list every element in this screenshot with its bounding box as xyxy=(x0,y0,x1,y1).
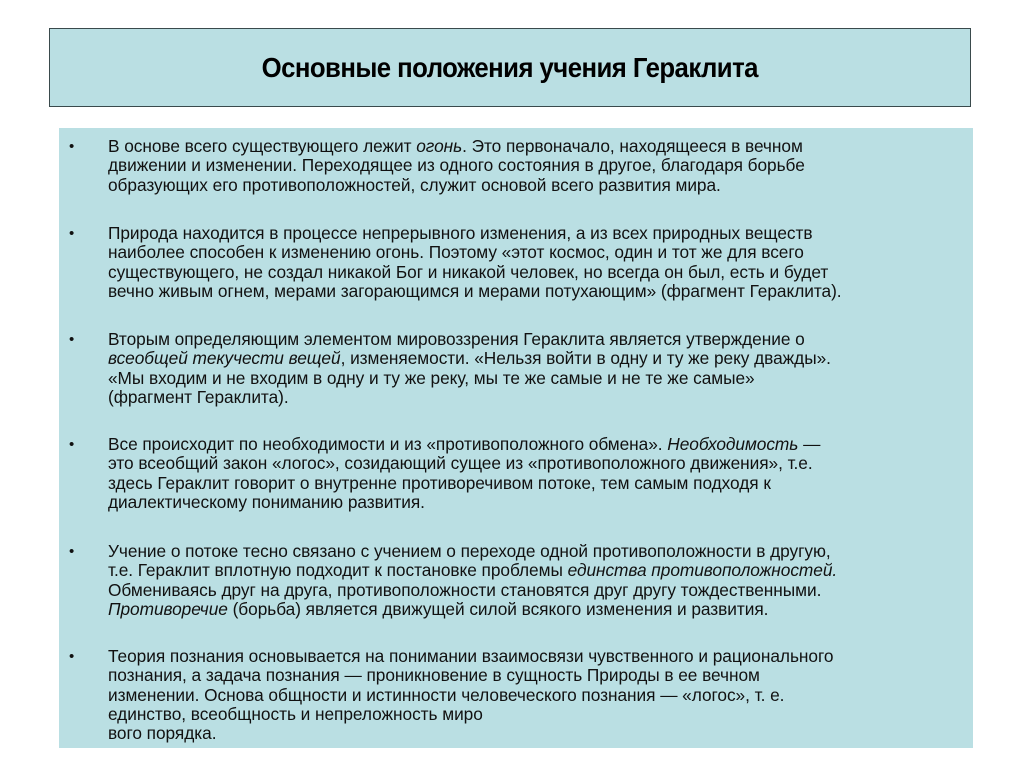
bullet-icon: • xyxy=(69,331,75,348)
text-run: познания, а задача познания — проникновение в сущность Природы в ее вечном xyxy=(108,665,760,686)
text-line xyxy=(108,705,968,724)
text-line xyxy=(108,686,968,705)
bullet-text xyxy=(108,647,968,743)
text-line xyxy=(108,542,968,561)
text-run: Теория познания основывается на понимании взаимосвязи чувственного и рационального xyxy=(108,646,834,666)
text-line xyxy=(108,330,968,349)
text-run: — xyxy=(798,434,821,454)
italic-emphasis: единства противоположностей. xyxy=(567,560,838,581)
bullet-icon: • xyxy=(69,543,75,560)
text-run: Обмениваясь друг на друга, противоположности становятся друг другу тождественными. xyxy=(108,579,822,600)
text-run: т.е. Гераклит вплотную подходит к постановке проблемы xyxy=(108,560,568,581)
text-line xyxy=(108,156,968,175)
text-run: единство, всеобщность и непреложность миро xyxy=(108,703,483,724)
bullet-text xyxy=(108,435,968,512)
text-line xyxy=(108,724,968,743)
text-line xyxy=(108,474,968,493)
bullet-text xyxy=(108,224,968,301)
text-run: Все происходит по необходимости и из «противоположного обмена». xyxy=(108,434,668,454)
text-line xyxy=(108,388,968,407)
text-line xyxy=(108,647,968,666)
text-run: , изменяемости. «Нельзя войти в одну и ту же реку дважды». xyxy=(340,348,831,369)
title-box xyxy=(49,28,971,107)
content-box xyxy=(59,128,973,748)
text-run: наиболее способен к изменению огонь. Поэтому «этот космос, один и тот же для всего xyxy=(108,242,804,263)
text-line xyxy=(108,224,968,243)
bullet-icon: • xyxy=(69,138,75,155)
text-run: Вторым определяющим элементом мировоззрения Гераклита является утверждение о xyxy=(108,329,805,349)
text-line xyxy=(108,666,968,685)
bullet-icon: • xyxy=(69,225,75,242)
text-line xyxy=(108,243,968,262)
text-line xyxy=(108,454,968,473)
text-run: (фрагмент Гераклита). xyxy=(108,386,289,407)
text-line xyxy=(108,349,968,368)
bullet-text xyxy=(108,330,968,407)
text-run: Учение о потоке тесно связано с учением о переходе одной противоположности в другую, xyxy=(108,541,831,561)
text-run: В основе всего существующего лежит xyxy=(108,136,417,156)
italic-emphasis: Противоречие xyxy=(108,598,228,619)
text-run: диалектическому пониманию развития. xyxy=(108,491,425,512)
text-line xyxy=(108,263,968,282)
slide-title: Основные положения учения Гераклита xyxy=(261,51,759,83)
bullet-text xyxy=(108,137,968,195)
bullet-icon: • xyxy=(69,436,75,453)
text-run: движении и изменении. Переходящее из одного состояния в другое, благодаря борьбе xyxy=(108,155,805,176)
italic-emphasis: всеобщей текучести вещей xyxy=(108,348,341,369)
text-line xyxy=(108,282,968,301)
italic-emphasis: Необходимость xyxy=(667,434,799,454)
text-run: «Мы входим и не входим в одну и ту же реку, мы те же самые и не те же самые» xyxy=(108,367,755,388)
text-run: вечно живым огнем, мерами загорающимся и мерами потухающим» (фрагмент Гераклита). xyxy=(108,280,842,301)
text-run: здесь Гераклит говорит о внутренне противоречивом потоке, тем самым подходя к xyxy=(108,472,771,493)
text-run: вого порядка. xyxy=(108,723,217,744)
italic-emphasis: огонь xyxy=(416,136,463,156)
text-line xyxy=(108,369,968,388)
text-run: изменении. Основа общности и истинности человеческого познания — «логос», т. е. xyxy=(108,684,785,705)
text-line xyxy=(108,581,968,600)
text-run: это всеобщий закон «логос», созидающий сущее из «противоположного движения», т.е. xyxy=(108,453,813,474)
text-line xyxy=(108,561,968,580)
text-line xyxy=(108,176,968,195)
bullet-text xyxy=(108,542,968,619)
text-line xyxy=(108,137,968,156)
text-run: существующего, не создал никакой Бог и никакой человек, но всегда он был, есть и будет xyxy=(108,261,829,282)
text-line xyxy=(108,600,968,619)
text-line xyxy=(108,493,968,512)
text-run: . Это первоначало, находящееся в вечном xyxy=(462,136,803,156)
text-run: Природа находится в процессе непрерывного изменения, а из всех природных веществ xyxy=(108,223,813,243)
text-run: образующих его противоположностей, служит основой всего развития мира. xyxy=(108,174,721,195)
text-line xyxy=(108,435,968,454)
text-run: (борьба) является движущей силой всякого изменения и развития. xyxy=(227,598,769,619)
bullet-icon: • xyxy=(69,648,75,665)
